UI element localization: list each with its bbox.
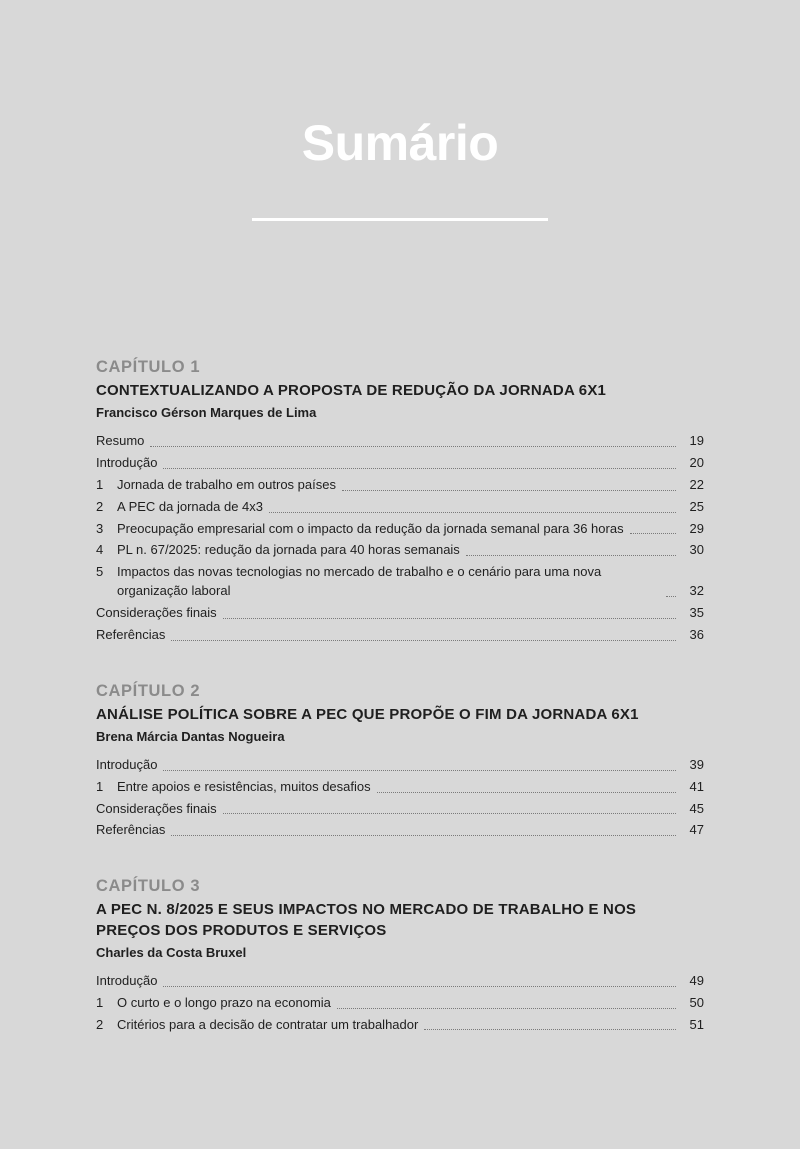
title-divider xyxy=(252,218,548,221)
toc-entry-page: 32 xyxy=(689,583,704,599)
leader-dots xyxy=(424,1029,676,1030)
toc-entry-page: 29 xyxy=(689,520,704,536)
leader-dots xyxy=(223,813,676,814)
toc-entry-number: 2 xyxy=(96,1016,104,1032)
toc-entry-page: 25 xyxy=(689,498,704,514)
leader-dots xyxy=(466,555,676,556)
chapter-entry-list xyxy=(96,754,704,841)
chapter-entry-list xyxy=(96,970,704,1036)
toc-entry[interactable] xyxy=(96,1014,704,1036)
toc-entry-label: Introdução xyxy=(96,455,158,471)
toc-entry-page: 30 xyxy=(689,542,704,558)
page-title: Sumário xyxy=(301,115,499,171)
leader-dots xyxy=(171,640,676,641)
chapter-label: CAPÍTULO 3 xyxy=(96,877,201,896)
leader-dots xyxy=(163,770,676,771)
toc-entry-label: Considerações finais xyxy=(96,605,217,620)
toc-entry-number: 2 xyxy=(96,498,104,514)
toc-entry-number: 1 xyxy=(96,476,104,492)
chapter-title: CONTEXTUALIZANDO A PROPOSTA DE REDUÇÃO DA JORNADA 6X1 xyxy=(96,382,607,399)
toc-entry-page: 20 xyxy=(689,455,704,471)
toc-entry[interactable] xyxy=(96,754,704,776)
toc-entry-number: 1 xyxy=(96,778,104,794)
leader-dots xyxy=(150,446,676,447)
toc-entry-page: 36 xyxy=(689,626,704,642)
chapter-author: Francisco Gérson Marques de Lima xyxy=(96,405,317,421)
chapter-title: ANÁLISE POLÍTICA SOBRE A PEC QUE PROPÕE O FIM DA JORNADA 6X1 xyxy=(96,705,639,723)
chapter-author: Charles da Costa Bruxel xyxy=(96,944,247,960)
toc-entry[interactable] xyxy=(96,992,704,1014)
toc-entry-page: 41 xyxy=(689,778,704,794)
toc-entry[interactable] xyxy=(96,518,704,540)
leader-dots xyxy=(223,618,676,619)
title-block xyxy=(0,0,800,221)
toc-entry[interactable] xyxy=(96,602,704,624)
toc-entry-label: A PEC da jornada de 4x3 xyxy=(117,498,263,514)
toc-entry-page: 22 xyxy=(689,476,704,492)
leader-dots xyxy=(163,986,676,987)
toc-entry-number: 5 xyxy=(96,564,104,580)
chapter-author: Brena Márcia Dantas Nogueira xyxy=(96,728,285,744)
toc-entry-page: 51 xyxy=(689,1016,704,1032)
toc-entry-page: 35 xyxy=(689,605,704,620)
toc-entry[interactable] xyxy=(96,819,704,841)
chapter-label: CAPÍTULO 1 xyxy=(96,358,201,376)
toc-entry-number: 3 xyxy=(96,520,104,536)
leader-dots xyxy=(377,792,676,793)
toc-entry[interactable] xyxy=(96,970,704,992)
toc-entry[interactable] xyxy=(96,798,704,820)
toc-entry-number: 1 xyxy=(96,994,104,1010)
chapter-label: CAPÍTULO 2 xyxy=(96,681,201,700)
leader-dots xyxy=(269,512,676,513)
toc-entry[interactable] xyxy=(96,624,704,646)
toc-entry-label: Impactos das novas tecnologias no mercado de trabalho e o cenário para uma nova organização laboral xyxy=(117,564,602,599)
table-of-contents xyxy=(0,358,800,1035)
toc-entry-page: 47 xyxy=(689,822,704,838)
toc-entry[interactable] xyxy=(96,430,704,452)
toc-entry[interactable] xyxy=(96,539,704,561)
toc-entry[interactable] xyxy=(96,561,704,602)
chapter-entry-list xyxy=(96,430,704,645)
chapter-title: A PEC N. 8/2025 E SEUS IMPACTOS NO MERCADO DE TRABALHO E NOS PREÇOS DOS PRODUTOS E SERVIÇOS xyxy=(96,901,637,939)
toc-entry-page: 45 xyxy=(689,800,704,816)
toc-entry-page: 19 xyxy=(689,433,704,449)
toc-entry-page: 49 xyxy=(689,972,704,988)
leader-dots xyxy=(630,533,676,534)
toc-entry-label: Introdução xyxy=(96,972,158,988)
toc-entry-label: Considerações finais xyxy=(96,800,217,816)
toc-entry[interactable] xyxy=(96,496,704,518)
chapter-section xyxy=(96,358,704,646)
toc-entry-page: 39 xyxy=(689,756,704,772)
toc-entry-label: Resumo xyxy=(96,433,145,449)
leader-dots xyxy=(337,1008,676,1009)
toc-entry-label: Preocupação empresarial com o impacto da redução da jornada semanal para 36 horas xyxy=(117,520,624,536)
toc-entry[interactable] xyxy=(96,452,704,474)
toc-entry-label: Referências xyxy=(96,626,166,642)
toc-entry-number: 4 xyxy=(96,542,104,558)
toc-entry-label: Referências xyxy=(96,822,166,838)
toc-entry-label: Entre apoios e resistências, muitos desafios xyxy=(117,778,371,794)
leader-dots xyxy=(666,596,676,597)
toc-entry-label: Jornada de trabalho em outros países xyxy=(117,476,336,492)
toc-entry-label: Introdução xyxy=(96,756,158,772)
chapter-section xyxy=(96,877,704,1035)
toc-entry-label: O curto e o longo prazo na economia xyxy=(117,994,331,1010)
chapter-section xyxy=(96,682,704,842)
toc-entry-label: Critérios para a decisão de contratar um trabalhador xyxy=(117,1016,419,1032)
leader-dots xyxy=(163,468,676,469)
toc-entry-label: PL n. 67/2025: redução da jornada para 40 horas semanais xyxy=(117,542,460,558)
toc-entry[interactable] xyxy=(96,474,704,496)
toc-entry[interactable] xyxy=(96,776,704,798)
leader-dots xyxy=(171,835,676,836)
toc-entry-page: 50 xyxy=(689,994,704,1010)
leader-dots xyxy=(342,490,676,491)
